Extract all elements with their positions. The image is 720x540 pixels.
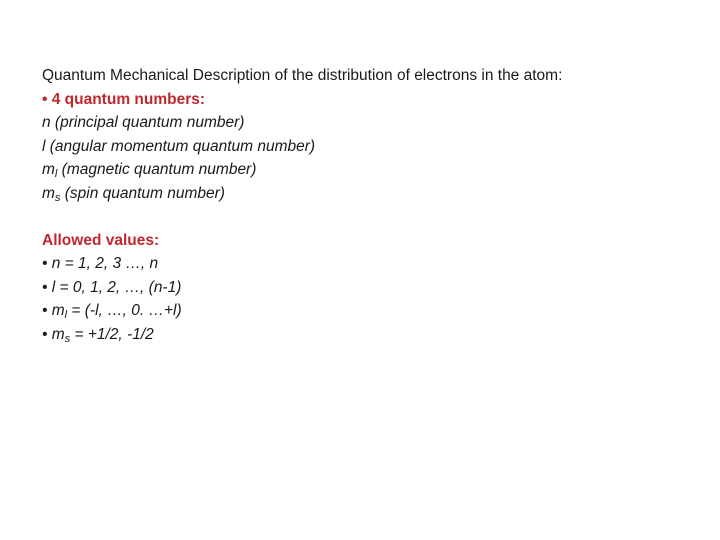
- ml-symbol-base: m: [42, 161, 55, 178]
- l-allowed-values-line: • l = 0, 1, 2, …, (n-1): [42, 278, 182, 296]
- section-spacer: [42, 205, 702, 229]
- ms-symbol-subscript: s: [54, 191, 61, 204]
- ms-values-range: = +1/2, -1/2: [70, 325, 154, 343]
- angular-momentum-quantum-number-line: l (angular momentum quantum number): [42, 137, 316, 155]
- allowed-values-title: Allowed values:: [42, 231, 160, 249]
- spin-quantum-number-line: [42, 182, 702, 206]
- magnetic-quantum-number-line: [42, 158, 702, 182]
- ml-symbol-subscript: l: [54, 168, 58, 180]
- ml-values-subscript: l: [64, 309, 68, 321]
- ml-allowed-values-line: [42, 299, 702, 323]
- slide-content: [42, 64, 702, 346]
- quantum-numbers-title: • 4 quantum numbers:: [42, 90, 206, 108]
- n-allowed-values-line: • n = 1, 2, 3 …, n: [42, 255, 159, 272]
- ms-values-subscript: s: [64, 332, 71, 345]
- ms-values-prefix: • m: [42, 325, 65, 343]
- ml-values-prefix: • m: [42, 302, 65, 319]
- ml-values-range: = (-l, …, 0. …+l): [67, 302, 182, 319]
- principal-quantum-number-line: n (principal quantum number): [42, 114, 245, 131]
- slide-heading: Quantum Mechanical Description of the distribution of electrons in the atom:: [42, 67, 563, 84]
- ms-symbol-base: m: [42, 184, 55, 202]
- ms-description: (spin quantum number): [60, 184, 225, 202]
- ml-description: (magnetic quantum number): [57, 161, 257, 178]
- ms-allowed-values-line: [42, 323, 702, 347]
